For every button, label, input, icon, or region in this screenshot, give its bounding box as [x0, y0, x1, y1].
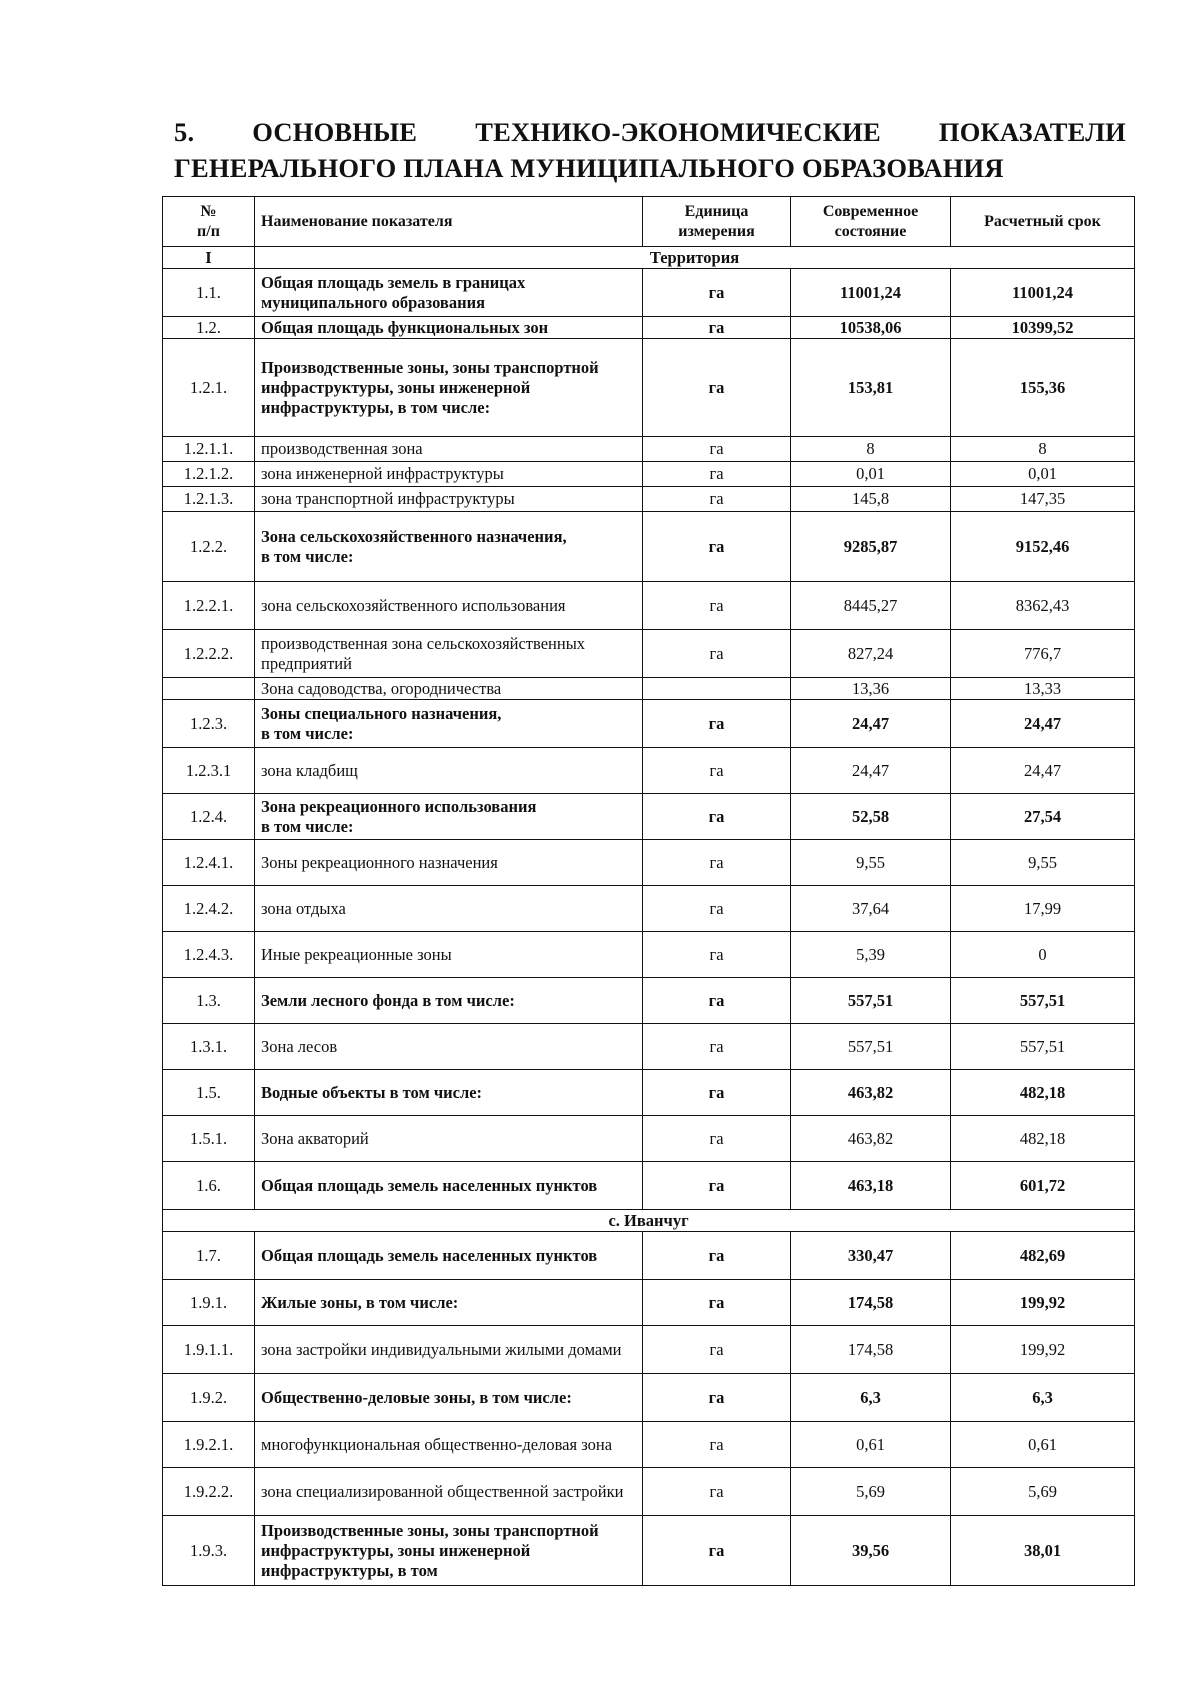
cell-projected: 482,18	[951, 1116, 1135, 1162]
page-title	[174, 114, 1126, 186]
cell-name: Жилые зоны, в том числе:	[255, 1280, 643, 1326]
cell-current: 10538,06	[791, 317, 951, 339]
cell-num: 1.9.2.1.	[163, 1422, 255, 1468]
cell-name: Иные рекреационные зоны	[255, 932, 643, 978]
cell-num: 1.6.	[163, 1162, 255, 1210]
cell-current: 13,36	[791, 678, 951, 700]
title-line-1	[174, 114, 1126, 150]
cell-unit: га	[643, 582, 791, 630]
cell-current: 174,58	[791, 1326, 951, 1374]
cell-current: 11001,24	[791, 269, 951, 317]
cell-num: 1.2.2.2.	[163, 630, 255, 678]
table-row	[163, 462, 1135, 487]
cell-num: 1.3.	[163, 978, 255, 1024]
table-row	[163, 630, 1135, 678]
indicators-table	[162, 196, 1135, 1586]
table-section-row	[163, 1210, 1135, 1232]
table-row	[163, 886, 1135, 932]
cell-unit: га	[643, 1374, 791, 1422]
cell-name: Зона сельскохозяйственного назначения, в том числе:	[255, 512, 643, 582]
cell-unit: га	[643, 317, 791, 339]
cell-current: 145,8	[791, 487, 951, 512]
table-row	[163, 1422, 1135, 1468]
cell-name: Производственные зоны, зоны транспортной инфраструктуры, зоны инженерной инфраструктуры, в том	[255, 1516, 643, 1586]
cell-num: 1.2.1.2.	[163, 462, 255, 487]
cell-name: производственная зона сельскохозяйственных предприятий	[255, 630, 643, 678]
table-row	[163, 748, 1135, 794]
cell-current: 557,51	[791, 978, 951, 1024]
cell-name: Зона акваторий	[255, 1116, 643, 1162]
header-unit: Единица измерения	[643, 197, 791, 247]
cell-num: 1.1.	[163, 269, 255, 317]
cell-num: 1.2.1.3.	[163, 487, 255, 512]
cell-projected: 9,55	[951, 840, 1135, 886]
cell-projected: 8	[951, 437, 1135, 462]
cell-unit: га	[643, 1024, 791, 1070]
cell-current: 330,47	[791, 1232, 951, 1280]
cell-unit: га	[643, 269, 791, 317]
cell-projected: 8362,43	[951, 582, 1135, 630]
cell-unit: га	[643, 1232, 791, 1280]
title-word: ПОКАЗАТЕЛИ	[938, 117, 1126, 147]
cell-num: I	[163, 247, 255, 269]
cell-num: 1.2.3.	[163, 700, 255, 748]
cell-num: 1.9.2.	[163, 1374, 255, 1422]
cell-name: Зона садоводства, огородничества	[255, 678, 643, 700]
table-row	[163, 512, 1135, 582]
cell-name: Общая площадь земель населенных пунктов	[255, 1162, 643, 1210]
table-section-row	[163, 247, 1135, 269]
header-current: Современное состояние	[791, 197, 951, 247]
cell-unit: га	[643, 886, 791, 932]
cell-projected: 6,3	[951, 1374, 1135, 1422]
cell-name: зона застройки индивидуальными жилыми домами	[255, 1326, 643, 1374]
cell-current: 37,64	[791, 886, 951, 932]
cell-num: 1.7.	[163, 1232, 255, 1280]
table-header-row	[163, 197, 1135, 247]
table-row	[163, 1516, 1135, 1586]
cell-unit	[643, 678, 791, 700]
cell-unit: га	[643, 1280, 791, 1326]
cell-unit: га	[643, 630, 791, 678]
cell-current: 52,58	[791, 794, 951, 840]
cell-num	[163, 678, 255, 700]
cell-num: 1.2.1.1.	[163, 437, 255, 462]
cell-unit: га	[643, 978, 791, 1024]
cell-name: Общая площадь земель в границах муниципального образования	[255, 269, 643, 317]
cell-current: 9,55	[791, 840, 951, 886]
table-row	[163, 339, 1135, 437]
cell-current: 24,47	[791, 748, 951, 794]
cell-current: 24,47	[791, 700, 951, 748]
cell-projected: 557,51	[951, 1024, 1135, 1070]
cell-name: многофункциональная общественно-деловая зона	[255, 1422, 643, 1468]
cell-num: 1.2.4.3.	[163, 932, 255, 978]
cell-projected: 601,72	[951, 1162, 1135, 1210]
cell-projected: 27,54	[951, 794, 1135, 840]
table-row	[163, 269, 1135, 317]
table-row	[163, 1374, 1135, 1422]
cell-name: Общая площадь функциональных зон	[255, 317, 643, 339]
cell-name: Производственные зоны, зоны транспортной инфраструктуры, зоны инженерной инфраструктуры, в том числе:	[255, 339, 643, 437]
cell-name: зона отдыха	[255, 886, 643, 932]
cell-name: Водные объекты в том числе:	[255, 1070, 643, 1116]
cell-unit: га	[643, 339, 791, 437]
cell-name: Земли лесного фонда в том числе:	[255, 978, 643, 1024]
cell-name: производственная зона	[255, 437, 643, 462]
title-line-2: ГЕНЕРАЛЬНОГО ПЛАНА МУНИЦИПАЛЬНОГО ОБРАЗОВАНИЯ	[174, 153, 1004, 183]
cell-unit: га	[643, 1326, 791, 1374]
cell-projected: 11001,24	[951, 269, 1135, 317]
cell-name: Зона рекреационного использования в том числе:	[255, 794, 643, 840]
table-body	[163, 247, 1135, 1586]
cell-unit: га	[643, 1162, 791, 1210]
table-row	[163, 794, 1135, 840]
cell-current: 153,81	[791, 339, 951, 437]
cell-projected: 9152,46	[951, 512, 1135, 582]
cell-projected: 776,7	[951, 630, 1135, 678]
cell-name: зона специализированной общественной застройки	[255, 1468, 643, 1516]
cell-unit: га	[643, 1422, 791, 1468]
cell-name: Общая площадь земель населенных пунктов	[255, 1232, 643, 1280]
table-row	[163, 317, 1135, 339]
cell-num: 1.2.3.1	[163, 748, 255, 794]
cell-current: 8	[791, 437, 951, 462]
table-row	[163, 1162, 1135, 1210]
cell-current: 6,3	[791, 1374, 951, 1422]
cell-section-title: Территория	[255, 247, 1135, 269]
cell-num: 1.2.4.	[163, 794, 255, 840]
cell-current: 8445,27	[791, 582, 951, 630]
cell-current: 463,82	[791, 1070, 951, 1116]
cell-current: 463,18	[791, 1162, 951, 1210]
cell-num: 1.9.2.2.	[163, 1468, 255, 1516]
header-num: № п/п	[163, 197, 255, 247]
table-row	[163, 487, 1135, 512]
cell-name: Общественно-деловые зоны, в том числе:	[255, 1374, 643, 1422]
table-row	[163, 678, 1135, 700]
cell-name: зона инженерной инфраструктуры	[255, 462, 643, 487]
cell-projected: 5,69	[951, 1468, 1135, 1516]
title-word: ТЕХНИКО-ЭКОНОМИЧЕСКИЕ	[475, 117, 881, 147]
cell-current: 5,39	[791, 932, 951, 978]
cell-num: 1.9.1.1.	[163, 1326, 255, 1374]
table-row	[163, 582, 1135, 630]
table-row	[163, 1116, 1135, 1162]
cell-current: 827,24	[791, 630, 951, 678]
cell-projected: 482,69	[951, 1232, 1135, 1280]
cell-projected: 0,61	[951, 1422, 1135, 1468]
cell-unit: га	[643, 462, 791, 487]
table-row	[163, 1280, 1135, 1326]
cell-projected: 482,18	[951, 1070, 1135, 1116]
cell-unit: га	[643, 794, 791, 840]
cell-name: зона кладбищ	[255, 748, 643, 794]
cell-unit: га	[643, 487, 791, 512]
cell-projected: 24,47	[951, 700, 1135, 748]
cell-current: 174,58	[791, 1280, 951, 1326]
cell-current: 9285,87	[791, 512, 951, 582]
table-row	[163, 1070, 1135, 1116]
table-row	[163, 978, 1135, 1024]
cell-projected: 199,92	[951, 1280, 1135, 1326]
cell-unit: га	[643, 1516, 791, 1586]
cell-current: 5,69	[791, 1468, 951, 1516]
table-row	[163, 840, 1135, 886]
cell-projected: 38,01	[951, 1516, 1135, 1586]
cell-num: 1.9.1.	[163, 1280, 255, 1326]
cell-current: 557,51	[791, 1024, 951, 1070]
cell-projected: 155,36	[951, 339, 1135, 437]
cell-current: 39,56	[791, 1516, 951, 1586]
cell-name: зона транспортной инфраструктуры	[255, 487, 643, 512]
cell-name: Зона лесов	[255, 1024, 643, 1070]
cell-projected: 17,99	[951, 886, 1135, 932]
cell-section-title: с. Иванчуг	[163, 1210, 1135, 1232]
cell-unit: га	[643, 840, 791, 886]
cell-unit: га	[643, 1116, 791, 1162]
cell-projected: 10399,52	[951, 317, 1135, 339]
cell-unit: га	[643, 1070, 791, 1116]
cell-num: 1.2.2.1.	[163, 582, 255, 630]
header-projected: Расчетный срок	[951, 197, 1135, 247]
cell-num: 1.2.	[163, 317, 255, 339]
table-row	[163, 1326, 1135, 1374]
table-row	[163, 700, 1135, 748]
cell-unit: га	[643, 1468, 791, 1516]
header-name: Наименование показателя	[255, 197, 643, 247]
cell-unit: га	[643, 437, 791, 462]
cell-projected: 147,35	[951, 487, 1135, 512]
table-row	[163, 1468, 1135, 1516]
cell-num: 1.3.1.	[163, 1024, 255, 1070]
cell-num: 1.5.	[163, 1070, 255, 1116]
cell-current: 0,01	[791, 462, 951, 487]
cell-projected: 557,51	[951, 978, 1135, 1024]
cell-name: Зоны специального назначения, в том числе:	[255, 700, 643, 748]
cell-current: 0,61	[791, 1422, 951, 1468]
table-row	[163, 1024, 1135, 1070]
cell-projected: 24,47	[951, 748, 1135, 794]
cell-current: 463,82	[791, 1116, 951, 1162]
cell-name: Зоны рекреационного назначения	[255, 840, 643, 886]
table-row	[163, 1232, 1135, 1280]
cell-projected: 0,01	[951, 462, 1135, 487]
table-row	[163, 932, 1135, 978]
title-word: 5.	[174, 117, 195, 147]
cell-unit: га	[643, 700, 791, 748]
cell-projected: 199,92	[951, 1326, 1135, 1374]
cell-name: зона сельскохозяйственного использования	[255, 582, 643, 630]
cell-projected: 13,33	[951, 678, 1135, 700]
cell-num: 1.9.3.	[163, 1516, 255, 1586]
cell-unit: га	[643, 512, 791, 582]
cell-unit: га	[643, 748, 791, 794]
cell-unit: га	[643, 932, 791, 978]
table-row	[163, 437, 1135, 462]
cell-num: 1.2.2.	[163, 512, 255, 582]
cell-num: 1.2.4.2.	[163, 886, 255, 932]
title-word: ОСНОВНЫЕ	[252, 117, 418, 147]
cell-num: 1.2.4.1.	[163, 840, 255, 886]
cell-projected: 0	[951, 932, 1135, 978]
cell-num: 1.5.1.	[163, 1116, 255, 1162]
cell-num: 1.2.1.	[163, 339, 255, 437]
